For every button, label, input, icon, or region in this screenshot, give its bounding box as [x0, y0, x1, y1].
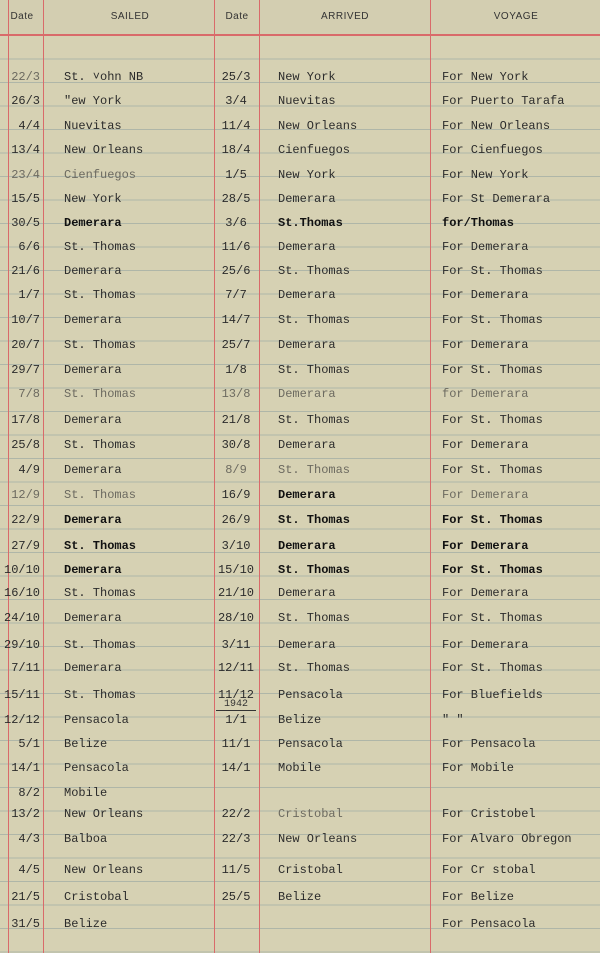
arrived-port: Demerara: [278, 488, 336, 502]
voyage: For New York: [442, 70, 529, 84]
voyage: For Puerto Tarafa: [442, 94, 565, 108]
sailed-date: 25/8: [11, 438, 40, 452]
sailed-date: 6/6: [18, 240, 40, 254]
sailed-port: St. Thomas: [64, 338, 137, 352]
sailed-port: Pensacola: [64, 761, 129, 775]
ledger-row: [0, 115, 600, 139]
sailed-date: 21/6: [11, 264, 40, 278]
voyage: For St. Thomas: [442, 513, 543, 527]
sailed-date: 17/8: [11, 413, 40, 427]
ledger-row: [0, 582, 600, 606]
arrived-date: 16/9: [221, 488, 251, 502]
voyage: For Alvaro Obregon: [442, 832, 572, 846]
sailed-port: St. Thomas: [64, 438, 137, 452]
arrived-date: 7/7: [225, 288, 247, 302]
sailed-date: 7/8: [18, 387, 40, 401]
sailed-date: 14/1: [11, 761, 40, 775]
arrived-port: St. Thomas: [278, 313, 351, 327]
arrived-date: 28/10: [217, 611, 254, 625]
voyage: For Demerara: [442, 338, 529, 352]
sailed-date: 13/4: [11, 143, 40, 157]
arrived-date: 30/8: [221, 438, 251, 452]
sailed-port: Demerara: [64, 363, 122, 377]
voyage: For St Demerara: [442, 192, 551, 206]
sailed-port: Pensacola: [64, 713, 129, 727]
voyage: For Pensacola: [442, 737, 536, 751]
sailed-port: New Orleans: [64, 807, 144, 821]
sailed-date: 21/5: [11, 890, 40, 904]
sailed-date: 22/9: [11, 513, 40, 527]
arrived-date: 22/2: [221, 807, 251, 821]
arrived-date: 18/4: [221, 143, 251, 157]
sailed-port: Belize: [64, 737, 108, 751]
arrived-port: Pensacola: [278, 688, 343, 702]
arrived-date: 25/6: [221, 264, 251, 278]
sailed-port: Demerara: [64, 313, 122, 327]
arrived-date: 1/5: [225, 168, 247, 182]
arrived-port: Demerara: [278, 539, 336, 553]
sailed-port: Cienfuegos: [64, 168, 137, 182]
voyage: For New Orleans: [442, 119, 551, 133]
header-arrived: ARRIVED: [321, 11, 369, 22]
ledger-row: [0, 913, 600, 937]
arrived-port: Demerara: [278, 192, 336, 206]
arrived-port: Pensacola: [278, 737, 343, 751]
sailed-port: Cristobal: [64, 890, 129, 904]
sailed-date: 20/7: [11, 338, 40, 352]
arrived-port: Demerara: [278, 387, 336, 401]
arrived-port: St. Thomas: [278, 463, 351, 477]
sailed-port: St. Thomas: [64, 288, 137, 302]
voyage: For Cienfuegos: [442, 143, 543, 157]
ledger-row: [0, 260, 600, 284]
voyage: For St. Thomas: [442, 563, 543, 577]
voyage: For St. Thomas: [442, 413, 543, 427]
sailed-date: 23/4: [11, 168, 40, 182]
sailed-date: 12/9: [11, 488, 40, 502]
arrived-port: Demerara: [278, 288, 336, 302]
sailed-port: Demerara: [64, 413, 122, 427]
sailed-date: 12/12: [4, 713, 41, 727]
ledger-row: [0, 66, 600, 90]
sailed-port: St. Thomas: [64, 586, 137, 600]
voyage: for Demerara: [442, 387, 529, 401]
sailed-date: 4/4: [18, 119, 40, 133]
arrived-date: 12/11: [217, 661, 254, 675]
ledger-row: [0, 757, 600, 781]
arrived-port: Cristobal: [278, 863, 343, 877]
ledger-row: [0, 139, 600, 163]
voyage: For St. Thomas: [442, 611, 543, 625]
ledger-row: [0, 886, 600, 910]
ledger-row: [0, 212, 600, 236]
voyage: For Demerara: [442, 638, 529, 652]
sailed-port: St. Thomas: [64, 638, 137, 652]
sailed-date: 29/7: [11, 363, 40, 377]
voyage: For Cr stobal: [442, 863, 536, 877]
arrived-port: Demerara: [278, 240, 336, 254]
arrived-date: 8/9: [225, 463, 247, 477]
arrived-date: 25/3: [221, 70, 251, 84]
arrived-port: St. Thomas: [278, 413, 351, 427]
sailed-port: St. Thomas: [64, 488, 137, 502]
ledger-row: [0, 607, 600, 631]
sailed-date: 13/2: [11, 807, 40, 821]
arrived-date: 14/1: [221, 761, 251, 775]
arrived-port: St. Thomas: [278, 264, 351, 278]
voyage: For Demerara: [442, 240, 529, 254]
arrived-port: New Orleans: [278, 832, 358, 846]
sailed-port: St. Thomas: [64, 539, 137, 553]
arrived-port: Cienfuegos: [278, 143, 351, 157]
ledger-row: [0, 709, 600, 733]
ledger-row: [0, 334, 600, 358]
arrived-date: 11/5: [221, 863, 251, 877]
arrived-port: St. Thomas: [278, 363, 351, 377]
voyage: For Pensacola: [442, 917, 536, 931]
ledger-row: [0, 383, 600, 407]
sailed-date: 22/3: [11, 70, 40, 84]
ledger-row: [0, 164, 600, 188]
header-voyage: VOYAGE: [493, 11, 539, 22]
arrived-date: 11/4: [221, 119, 251, 133]
voyage: " ": [442, 713, 464, 727]
ledger-row: [0, 535, 600, 559]
arrived-date: 11/1: [221, 737, 251, 751]
sailed-port: Mobile: [64, 786, 108, 800]
ledger-row: [0, 733, 600, 757]
arrived-port: Cristobal: [278, 807, 343, 821]
voyage: For Mobile: [442, 761, 515, 775]
sailed-port: Demerara: [64, 611, 122, 625]
voyage: For Demerara: [442, 438, 529, 452]
arrived-port: Demerara: [278, 338, 336, 352]
arrived-date: 1/1: [225, 713, 247, 727]
ledger-row: [0, 359, 600, 383]
ledger-row: [0, 684, 600, 708]
sailed-port: St. Thomas: [64, 688, 137, 702]
ledger-row: [0, 634, 600, 658]
sailed-date: 26/3: [11, 94, 40, 108]
voyage: For St. Thomas: [442, 313, 543, 327]
voyage: For Bluefields: [442, 688, 543, 702]
voyage: For Demerara: [442, 488, 529, 502]
arrived-port: St.Thomas: [278, 216, 343, 230]
arrived-date: 28/5: [221, 192, 251, 206]
sailed-date: 30/5: [11, 216, 40, 230]
arrived-port: Mobile: [278, 761, 322, 775]
header-date-arrived: Date: [225, 11, 249, 22]
ledger-row: [0, 236, 600, 260]
ledger-row: [0, 409, 600, 433]
sailed-port: Nuevitas: [64, 119, 122, 133]
sailed-port: Demerara: [64, 513, 122, 527]
sailed-port: Demerara: [64, 463, 122, 477]
header-sailed: SAILED: [110, 11, 150, 22]
sailed-port: New Orleans: [64, 863, 144, 877]
ledger-row: [0, 803, 600, 827]
ledger-row: [0, 284, 600, 308]
sailed-date: 15/11: [4, 688, 41, 702]
arrived-port: Demerara: [278, 438, 336, 452]
sailed-port: Demerara: [64, 216, 122, 230]
arrived-date: 3/11: [221, 638, 251, 652]
arrived-date: 1/8: [225, 363, 247, 377]
arrived-date: 22/3: [221, 832, 251, 846]
arrived-date: 25/5: [221, 890, 251, 904]
arrived-date: 11/6: [221, 240, 251, 254]
arrived-port: Demerara: [278, 638, 336, 652]
sailed-port: New Orleans: [64, 143, 144, 157]
sailed-port: Balboa: [64, 832, 108, 846]
arrived-date: 3/6: [225, 216, 247, 230]
sailed-date: 4/5: [18, 863, 40, 877]
ledger-row: [0, 509, 600, 533]
ledger-row: [0, 434, 600, 458]
sailed-date: 1/7: [18, 288, 40, 302]
arrived-date: 3/4: [225, 94, 247, 108]
sailed-date: 16/10: [4, 586, 41, 600]
ledger-row: [0, 188, 600, 212]
arrived-port: St. Thomas: [278, 513, 351, 527]
voyage: For New York: [442, 168, 529, 182]
voyage: For St. Thomas: [442, 463, 543, 477]
arrived-date: 15/10: [217, 563, 254, 577]
sailed-date: 4/3: [18, 832, 40, 846]
ledger-row: [0, 90, 600, 114]
ledger-row: [0, 828, 600, 852]
arrived-date: 13/8: [221, 387, 251, 401]
arrived-date: 21/8: [221, 413, 251, 427]
year-note: 1942: [216, 699, 256, 711]
sailed-port: St. ˅ohn NB: [64, 70, 144, 84]
arrived-date: 11/12: [217, 688, 254, 702]
ledger-row: [0, 559, 600, 583]
ledger-row: [0, 859, 600, 883]
sailed-date: 5/1: [18, 737, 40, 751]
voyage: For Belize: [442, 890, 515, 904]
sailed-date: 29/10: [4, 638, 41, 652]
sailed-date: 31/5: [11, 917, 40, 931]
arrived-date: 25/7: [221, 338, 251, 352]
sailed-port: Demerara: [64, 661, 122, 675]
arrived-port: St. Thomas: [278, 661, 351, 675]
voyage: For Demerara: [442, 288, 529, 302]
sailed-port: St. Thomas: [64, 240, 137, 254]
arrived-port: St. Thomas: [278, 563, 351, 577]
voyage: For St. Thomas: [442, 264, 543, 278]
sailed-date: 7/11: [11, 661, 40, 675]
arrived-port: Belize: [278, 713, 322, 727]
sailed-port: New York: [64, 192, 122, 206]
sailed-date: 4/9: [18, 463, 40, 477]
sailed-port: Demerara: [64, 563, 122, 577]
voyage: For St. Thomas: [442, 661, 543, 675]
ledger-row: [0, 459, 600, 483]
voyage: for/Thomas: [442, 216, 515, 230]
voyage: For St. Thomas: [442, 363, 543, 377]
voyage: For Demerara: [442, 586, 529, 600]
arrived-port: Demerara: [278, 586, 336, 600]
sailed-port: St. Thomas: [64, 387, 137, 401]
sailed-port: Demerara: [64, 264, 122, 278]
arrived-date: 14/7: [221, 313, 251, 327]
sailed-date: 10/7: [11, 313, 40, 327]
arrived-port: New York: [278, 168, 336, 182]
header-date-sailed: Date: [10, 11, 34, 22]
ledger-row: [0, 484, 600, 508]
ledger-row: [0, 309, 600, 333]
sailed-date: 8/2: [18, 786, 40, 800]
arrived-port: Nuevitas: [278, 94, 336, 108]
sailed-date: 24/10: [4, 611, 41, 625]
voyage: For Demerara: [442, 539, 529, 553]
arrived-port: Belize: [278, 890, 322, 904]
sailed-date: 27/9: [11, 539, 40, 553]
sailed-date: 15/5: [11, 192, 40, 206]
arrived-date: 21/10: [217, 586, 254, 600]
arrived-port: St. Thomas: [278, 611, 351, 625]
arrived-port: New Orleans: [278, 119, 358, 133]
voyage: For Cristobel: [442, 807, 536, 821]
sailed-port: Belize: [64, 917, 108, 931]
arrived-port: New York: [278, 70, 336, 84]
sailed-date: 10/10: [4, 563, 41, 577]
sailed-port: "ew York: [64, 94, 122, 108]
ledger-row: [0, 657, 600, 681]
header-row: [0, 0, 600, 36]
arrived-date: 3/10: [221, 539, 251, 553]
arrived-date: 26/9: [221, 513, 251, 527]
